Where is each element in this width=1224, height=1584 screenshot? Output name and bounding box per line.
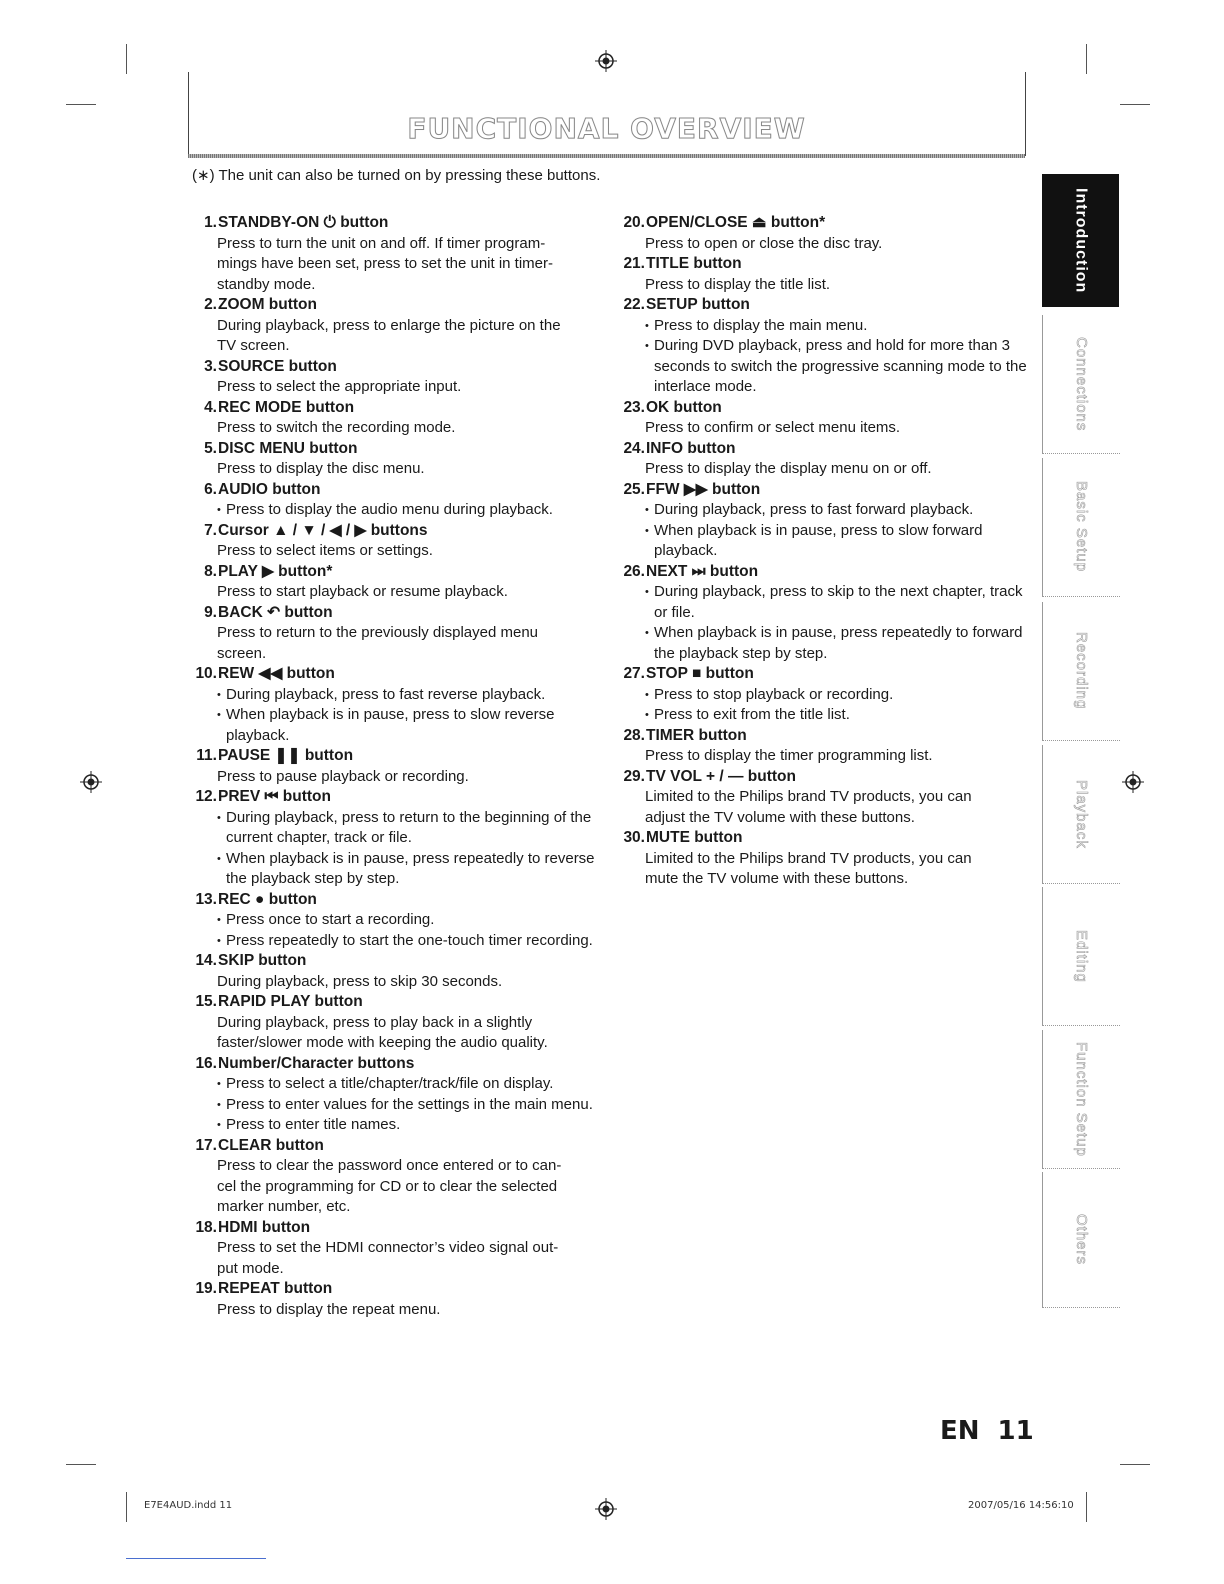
tab-label: Connections [1073,336,1090,432]
entry-description: Press to return to the previously displayed menu [217,624,538,641]
button-entry [618,439,1028,480]
entry-description: Press to pause playback or recording. [217,767,469,785]
button-entry [190,951,602,992]
entry-description: Press to display the title list. [645,275,831,293]
tab-label: Function Setup [1073,1041,1090,1157]
entry-number: 1. [204,214,217,231]
entry-description: During playback, press to play back in a slightly [217,1013,533,1031]
entry-number: 26. [623,562,645,580]
entry-title: Cursor ▲ / ▼ / ◀ / ▶ buttons [218,521,428,539]
description-line [190,316,602,337]
entry-description: Press to start playback or resume playback. [217,583,508,600]
entry-title: SKIP button [218,952,307,969]
tab-function-setup [1042,1030,1120,1169]
description-line [618,336,1028,398]
entry-heading [190,1279,602,1300]
description-line [618,808,1028,829]
crop-mark [1086,1492,1087,1522]
button-entry [190,1054,602,1136]
entry-description: Press to display the repeat menu. [217,1300,441,1318]
entry-number: 10. [195,665,217,682]
entry-bullet: • Press to select a title/chapter/track/file on display. [217,1074,602,1095]
button-entry [190,521,602,562]
description-line [190,623,602,644]
crop-mark [1120,104,1150,105]
entry-bullet: • When playback is in pause, press to slow forward playback. [645,521,1028,562]
button-entry [618,767,1028,829]
entry-heading [618,480,1028,501]
entry-title: TIMER button [646,726,747,744]
description-line [618,582,1028,623]
entry-number: 16. [195,1054,217,1072]
description-line [618,685,1028,706]
button-entry [190,480,602,521]
entry-title: REW ◀◀ button [218,665,335,682]
entry-title: Number/Character buttons [218,1054,415,1072]
tab-label: Playback [1073,779,1090,849]
description-line [618,705,1028,726]
description-line [618,746,1028,767]
description-line [190,459,602,480]
entry-number: 9. [204,603,217,621]
entry-number: 2. [204,296,217,313]
description-line [190,254,602,275]
description-line [190,1115,602,1136]
entry-title: TV VOL + / — button [646,767,796,785]
entry-title: BACK ↶ button [218,603,333,621]
entry-heading [190,746,602,767]
entry-bullet: • Press to stop playback or recording. [645,685,1028,706]
entry-bullet: • When playback is in pause, press to slow reverse playback. [217,705,602,746]
description-line [190,1259,602,1280]
entry-heading [618,439,1028,460]
entry-heading [190,664,602,685]
entry-description: Press to display the timer programming list. [645,747,933,764]
entry-description: Press to switch the recording mode. [217,419,456,436]
entry-title: PREV ⏮ button [218,788,331,805]
button-entry [190,439,602,480]
description-line [190,275,602,296]
entry-description: standby mode. [217,275,316,293]
entry-heading [618,664,1028,685]
description-line [190,849,602,890]
registration-mark-icon [595,50,617,72]
entry-bullet: • Press to display the audio menu during playback. [217,500,602,521]
entry-number: 29. [623,767,645,785]
footer-timestamp: 2007/05/16 14:56:10 [968,1500,1074,1511]
description-line [618,418,1028,439]
description-line [190,418,602,439]
button-entry [618,480,1028,562]
description-line [190,234,602,255]
entry-title: RAPID PLAY button [218,993,363,1010]
entry-description: Press to select the appropriate input. [217,378,462,395]
button-entry [618,562,1028,665]
entry-title: STANDBY-ON ⏻ button [218,214,389,231]
description-line [190,1033,602,1054]
power-on-note: (∗) The unit can also be turned on by pressing these buttons. [192,167,601,184]
entry-bullet: • When playback is in pause, press repeatedly to forward the playback step by step. [645,623,1028,664]
crop-mark [66,104,96,105]
entry-description: Press to confirm or select menu items. [645,419,901,436]
button-entry [618,213,1028,254]
description-line [190,931,602,952]
entry-bullet: • Press to enter values for the settings in the main menu. [217,1095,602,1116]
description-line [190,1013,602,1034]
tab-editing [1042,887,1120,1026]
button-entry [190,746,602,787]
description-line [190,582,602,603]
entry-number: 28. [623,726,645,744]
entry-heading [190,562,602,583]
tab-basic-setup [1042,458,1120,597]
entry-bullet: • Press to display the main menu. [645,316,1028,337]
crop-mark [66,1464,96,1465]
entry-description: adjust the TV volume with these buttons. [645,808,915,826]
button-entry [190,890,602,952]
entry-heading [618,767,1028,788]
entry-heading [190,1054,602,1075]
entry-description: Press to select items or settings. [217,542,433,559]
entry-bullet: • During playback, press to fast reverse playback. [217,685,602,706]
tab-label: Basic Setup [1073,481,1090,573]
entry-title: MUTE button [646,829,743,846]
entry-title: SOURCE button [218,357,337,375]
entry-bullet: • Press repeatedly to start the one-touch timer recording. [217,931,602,952]
entry-heading [190,398,602,419]
entry-title: PAUSE ❚❚ button [218,747,354,764]
entry-heading [618,213,1028,234]
entry-description: TV screen. [217,337,290,354]
entry-number: 17. [195,1136,217,1154]
description-line [190,541,602,562]
entry-title: HDMI button [218,1218,311,1236]
left-column [190,213,602,1320]
button-entry [190,664,602,746]
description-line [618,787,1028,808]
description-line [190,1074,602,1095]
button-entry [190,992,602,1054]
entry-title: OPEN/CLOSE ⏏ button* [646,214,826,231]
button-entry [618,254,1028,295]
description-line [190,910,602,931]
button-entry [618,295,1028,398]
button-entry [618,398,1028,439]
description-line [190,685,602,706]
entry-number: 30. [623,829,645,846]
entry-heading [618,254,1028,275]
entry-description: Press to open or close the disc tray. [645,234,883,252]
entry-heading [190,951,602,972]
crop-mark [126,1492,127,1522]
entry-number: 19. [195,1280,217,1297]
entry-heading [190,1218,602,1239]
entry-number: 12. [195,788,217,805]
description-line [190,1238,602,1259]
tab-recording [1042,602,1120,741]
registration-mark-icon [595,1498,617,1520]
page-lang: EN [940,1416,980,1446]
entry-heading [190,521,602,542]
entry-number: 14. [195,952,217,969]
entry-bullet: • When playback is in pause, press repeatedly to reverse the playback step by step. [217,849,602,890]
entry-title: ZOOM button [218,296,317,313]
entry-description: Press to display the disc menu. [217,460,425,477]
entry-description: put mode. [217,1259,284,1277]
entry-description: During playback, press to skip 30 seconds. [217,972,503,990]
entry-heading [618,726,1028,747]
entry-description: screen. [217,644,267,662]
description-line [190,972,602,993]
entry-bullet: • During DVD playback, press and hold for more than 3 seconds to switch the progressive scanning mode to the interlace mode. [645,336,1028,398]
tab-label: Others [1073,1213,1090,1265]
entry-description: Press to set the HDMI connector’s video signal out- [217,1239,559,1256]
entry-heading [618,562,1028,583]
entry-number: 4. [204,398,217,416]
button-entry [618,664,1028,726]
description-line [190,808,602,849]
entry-description: marker number, etc. [217,1198,351,1215]
tab-playback [1042,745,1120,884]
entry-heading [190,213,602,234]
description-line [618,500,1028,521]
entry-title: REPEAT button [218,1280,333,1297]
button-entry [190,357,602,398]
entry-description: mute the TV volume with these buttons. [645,870,909,887]
entry-number: 27. [623,665,645,682]
description-line [618,623,1028,664]
entry-heading [618,828,1028,849]
entry-number: 13. [195,890,217,908]
entry-number: 7. [204,521,217,539]
entry-bullet: • During playback, press to fast forward playback. [645,500,1028,521]
description-line [618,849,1028,870]
entry-heading [190,1136,602,1157]
entry-number: 21. [623,255,645,272]
button-entry [190,398,602,439]
entry-bullet: • During playback, press to return to the beginning of the current chapter, track or file. [217,808,602,849]
button-entry [190,295,602,357]
tab-label: Introduction [1072,187,1090,294]
entry-number: 18. [195,1218,217,1236]
description-line [190,644,602,665]
page-number [940,1416,1034,1446]
entry-heading [190,480,602,501]
button-entry [190,1136,602,1218]
button-entry [190,213,602,295]
entry-title: STOP ■ button [646,665,754,682]
entry-number: 6. [204,480,217,498]
description-line [618,275,1028,296]
entry-title: REC MODE button [218,398,355,416]
entry-number: 3. [204,357,217,375]
entry-title: FFW ▶▶ button [646,480,761,498]
entry-bullet: • Press to exit from the title list. [645,705,1028,726]
description-line [618,316,1028,337]
tab-introduction [1042,174,1119,307]
entry-title: CLEAR button [218,1136,324,1154]
tab-label: Recording [1073,632,1090,710]
description-line [190,1095,602,1116]
entry-number: 22. [623,296,645,313]
entry-title: NEXT ⏭ button [646,562,759,580]
entry-number: 24. [623,439,645,457]
right-column [618,213,1028,890]
description-line [618,869,1028,890]
entry-title: OK button [646,398,722,416]
crop-mark [1120,1464,1150,1465]
entry-bullet: • Press once to start a recording. [217,910,602,931]
entry-number: 8. [204,562,217,580]
button-entry [190,1218,602,1280]
description-line [190,1156,602,1177]
description-line [190,336,602,357]
registration-mark-icon [80,771,102,793]
button-entry [190,787,602,890]
entry-number: 11. [196,747,217,764]
entry-description: Press to turn the unit on and off. If timer program- [217,234,546,252]
entry-description: mings have been set, press to set the unit in timer- [217,255,553,272]
description-line [190,500,602,521]
entry-heading [190,787,602,808]
entry-number: 20. [623,214,645,231]
entry-description: Press to clear the password once entered or to can- [217,1157,562,1174]
entry-bullet: • Press to enter title names. [217,1115,602,1136]
entry-description: faster/slower mode with keeping the audio quality. [217,1034,548,1051]
entry-number: 15. [195,993,217,1010]
footer-rule [126,1558,266,1559]
description-line [618,234,1028,255]
entry-title: REC ● button [218,890,317,908]
description-line [618,459,1028,480]
entry-heading [190,357,602,378]
entry-description: During playback, press to enlarge the picture on the [217,316,561,334]
entry-title: INFO button [646,439,736,457]
registration-mark-icon [1122,771,1144,793]
button-entry [618,828,1028,890]
description-line [190,1300,602,1321]
entry-title: DISC MENU button [218,439,358,457]
description-line [190,377,602,398]
entry-heading [190,295,602,316]
description-line [190,705,602,746]
description-line [190,1197,602,1218]
tab-label: Editing [1073,929,1090,983]
entry-description: cel the programming for CD or to clear the selected [217,1177,558,1195]
entry-number: 23. [623,398,645,416]
tab-others [1042,1172,1120,1308]
entry-heading [190,992,602,1013]
entry-heading [190,890,602,911]
crop-mark [1086,44,1087,74]
header-rule [188,154,1025,158]
entry-title: SETUP button [646,296,750,313]
entry-description: Press to display the display menu on or off. [645,460,932,477]
description-line [618,521,1028,562]
button-entry [190,603,602,665]
description-line [190,1177,602,1198]
crop-mark [126,44,127,74]
entry-heading [618,295,1028,316]
footer-file-name: E7E4AUD.indd 11 [144,1500,233,1511]
button-entry [190,562,602,603]
entry-description: Limited to the Philips brand TV products, you can [645,788,972,805]
entry-number: 25. [623,480,645,498]
page-number-value: 11 [997,1416,1034,1446]
description-line [190,767,602,788]
entry-description: Limited to the Philips brand TV products, you can [645,849,972,867]
entry-heading [618,398,1028,419]
entry-heading [190,603,602,624]
entry-title: TITLE button [646,255,742,272]
button-entry [618,726,1028,767]
entry-heading [190,439,602,460]
button-entry [190,1279,602,1320]
entry-bullet: • During playback, press to skip to the next chapter, track or file. [645,582,1028,623]
entry-title: AUDIO button [218,480,321,498]
entry-number: 5. [204,439,217,457]
tab-connections [1042,315,1120,454]
page-title: FUNCTIONAL OVERVIEW [407,112,806,145]
entry-title: PLAY ▶ button* [218,562,333,580]
